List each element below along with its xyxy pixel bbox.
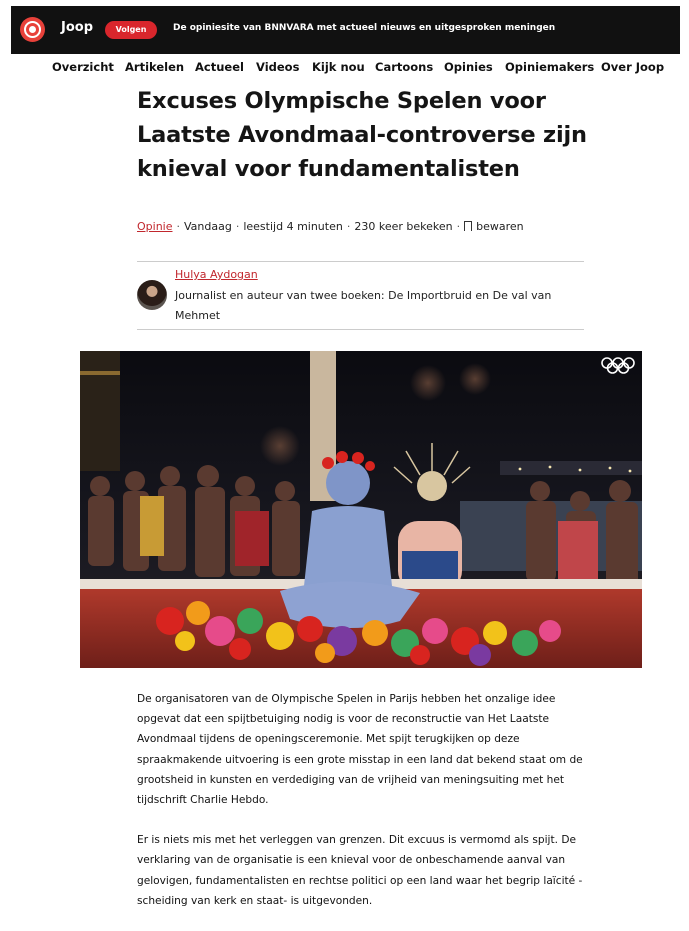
view-count: 230 keer bekeken: [354, 220, 453, 233]
divider: [137, 261, 584, 262]
nav-item-artikelen[interactable]: Artikelen: [125, 60, 185, 74]
meta-separator: ·: [456, 220, 461, 233]
article-paragraph: De organisatoren van de Olympische Spelen in Parijs hebben het onzalige idee opgevat dat een spijtbetuiging nodig is voor de reconstructie van Het Laatste Avondmaal tijdens de openingsceremonie. Met spijt terugkijken op deze spraakmakende uitvoering is een grote misstap in een land dat bekend staat om de grootsheid in kunsten en verdediging van de vrijheid van meningsuiting met het tijdschrift Charlie Hebdo.: [137, 693, 583, 807]
category-link[interactable]: Opinie: [137, 220, 173, 233]
meta-separator: ·: [346, 220, 351, 233]
joop-logo-icon[interactable]: [20, 17, 45, 42]
nav-item-overzicht[interactable]: Overzicht: [52, 60, 114, 74]
nav-item-kijk-nou[interactable]: Kijk nou: [312, 60, 365, 74]
article-meta: [137, 220, 524, 233]
publish-date: Vandaag: [184, 220, 232, 233]
nav-item-over-joop[interactable]: Over Joop: [601, 60, 665, 74]
article-body: [137, 689, 592, 931]
divider: [137, 329, 584, 330]
save-label: bewaren: [476, 220, 524, 233]
reading-time: leestijd 4 minuten: [243, 220, 343, 233]
nav-item-opinies[interactable]: Opinies: [444, 60, 493, 74]
save-button[interactable]: [464, 220, 524, 233]
article-paragraph: Er is niets mis met het verleggen van grenzen. Dit excuus is vermomd als spijt. De verklaring van de organisatie is een knieval voor de onbeschamende aanval van gelovigen, fundamentalisten en rechtse politici op een land waar het begrip laïcité -scheiding van kerk en staat- is uitgevonden.: [137, 834, 583, 907]
avatar[interactable]: [137, 280, 167, 310]
nav-item-cartoons[interactable]: Cartoons: [375, 60, 434, 74]
nav-item-videos[interactable]: Videos: [256, 60, 300, 74]
site-tagline: De opiniesite van BNNVARA met actueel nieuws en uitgesproken meningen: [173, 23, 556, 33]
article-hero-image: [80, 351, 642, 668]
bookmark-icon: [464, 221, 472, 231]
main-navigation: [0, 60, 689, 78]
article-title: Excuses Olympische Spelen voor Laatste Avondmaal-controverse zijn knieval voor fundamentalisten: [137, 88, 587, 182]
nav-item-opiniemakers[interactable]: Opiniemakers: [505, 60, 595, 74]
nav-item-actueel[interactable]: Actueel: [195, 60, 244, 74]
brand-name[interactable]: Joop: [61, 20, 94, 35]
meta-separator: ·: [176, 220, 180, 233]
follow-button[interactable]: Volgen: [105, 21, 157, 39]
ceremony-photo-illustration: [80, 351, 642, 668]
site-header: [11, 6, 680, 54]
author-name-link[interactable]: Hulya Aydogan: [175, 268, 258, 281]
meta-separator: ·: [235, 220, 240, 233]
author-bio: Journalist en auteur van twee boeken: De Importbruid en De val van Mehmet: [175, 289, 552, 322]
